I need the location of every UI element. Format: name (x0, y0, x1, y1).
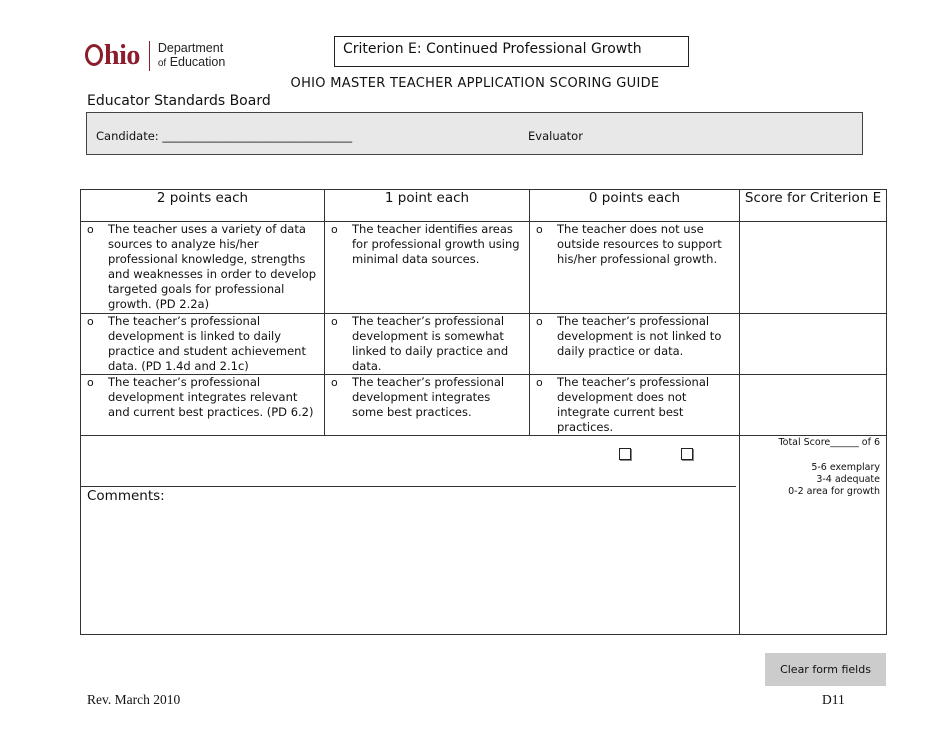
bullet-icon: o (87, 315, 94, 328)
bullet-icon: o (87, 376, 94, 389)
cell-0pt (530, 222, 740, 314)
candidate-evaluator-box (86, 112, 863, 155)
col-header-1-point: 1 point each (325, 190, 530, 222)
cell-0pt (530, 375, 740, 436)
descriptor: The teacher identifies areas for professional growth using minimal data sources. (352, 222, 520, 266)
descriptor: The teacher’s professional development is linked to daily practice and student achievement data. (PD 1.4d and 2.1c) (108, 314, 306, 373)
cell-2pt (81, 222, 325, 314)
ohio-o-glyph (85, 44, 103, 66)
page-code: D11 (822, 692, 845, 707)
bullet-icon: o (536, 315, 543, 328)
bullet-icon: o (331, 315, 338, 328)
divider (81, 486, 736, 487)
descriptor: The teacher’s professional development does not integrate current best practices. (557, 375, 710, 434)
bullet-icon: o (87, 223, 94, 236)
scoring-table (80, 189, 887, 635)
comments-label: Comments: (87, 488, 165, 504)
table-row (81, 375, 887, 436)
bullet-icon: o (331, 223, 338, 236)
scale-exemplary: 5-6 exemplary (811, 462, 880, 473)
ohio-department-of-education-logo (85, 40, 225, 72)
comments-area (81, 436, 740, 635)
descriptor: The teacher does not use outside resources to support his/her professional growth. (557, 222, 722, 266)
board-name: Educator Standards Board (87, 93, 271, 109)
cell-1pt (325, 375, 530, 436)
bullet-icon: o (536, 376, 543, 389)
evaluator-field[interactable]: Evaluator (528, 129, 583, 143)
scale-adequate: 3-4 adequate (816, 474, 880, 485)
score-input-cell[interactable] (740, 314, 887, 375)
col-header-score: Score for Criterion E (740, 190, 887, 222)
descriptor: The teacher’s professional development is somewhat linked to daily practice and data. (352, 314, 509, 373)
bottom-row (81, 436, 887, 635)
criterion-title-box: Criterion E: Continued Professional Growth (334, 36, 689, 67)
table-row (81, 222, 887, 314)
department-name (158, 41, 225, 71)
descriptor: The teacher’s professional development integrates some best practices. (352, 375, 505, 419)
score-input-cell[interactable] (740, 222, 887, 314)
ohio-wordmark-text: hio (104, 40, 140, 71)
descriptor: The teacher’s professional development integrates relevant and current best practices. (PD 6.2) (108, 375, 314, 419)
total-score-cell (740, 436, 887, 635)
scale-growth: 0-2 area for growth (788, 486, 880, 497)
descriptor: The teacher’s professional development is not linked to daily practice or data. (557, 314, 722, 358)
header-row (81, 190, 887, 222)
dept-line-2-prefix: of (157, 58, 167, 69)
logo-divider (149, 41, 150, 71)
col-header-2-points: 2 points each (81, 190, 325, 222)
bullet-icon: o (536, 223, 543, 236)
guide-title: OHIO MASTER TEACHER APPLICATION SCORING GUIDE (290, 76, 660, 91)
score-input-cell[interactable] (740, 375, 887, 436)
cell-1pt (325, 222, 530, 314)
dept-line-1: Department (157, 41, 224, 55)
descriptor: The teacher uses a variety of data sources to analyze his/her professional knowledge, strengths and weaknesses in order to develop targeted goals for professional growth. (PD 2.2a) (108, 222, 316, 311)
table-row (81, 314, 887, 375)
dept-line-2: Education (169, 55, 226, 69)
ohio-wordmark (85, 40, 140, 72)
checkbox-1[interactable] (619, 448, 631, 460)
cell-2pt (81, 314, 325, 375)
total-score[interactable]: Total Score______ of 6 (778, 437, 880, 448)
cell-1pt (325, 314, 530, 375)
candidate-field[interactable]: Candidate: _________________________________ (96, 129, 353, 143)
clear-form-button[interactable]: Clear form fields (765, 653, 886, 686)
revision-date: Rev. March 2010 (87, 692, 181, 707)
cell-0pt (530, 314, 740, 375)
col-header-0-points: 0 points each (530, 190, 740, 222)
bullet-icon: o (331, 376, 338, 389)
cell-2pt (81, 375, 325, 436)
checkbox-2[interactable] (681, 448, 693, 460)
